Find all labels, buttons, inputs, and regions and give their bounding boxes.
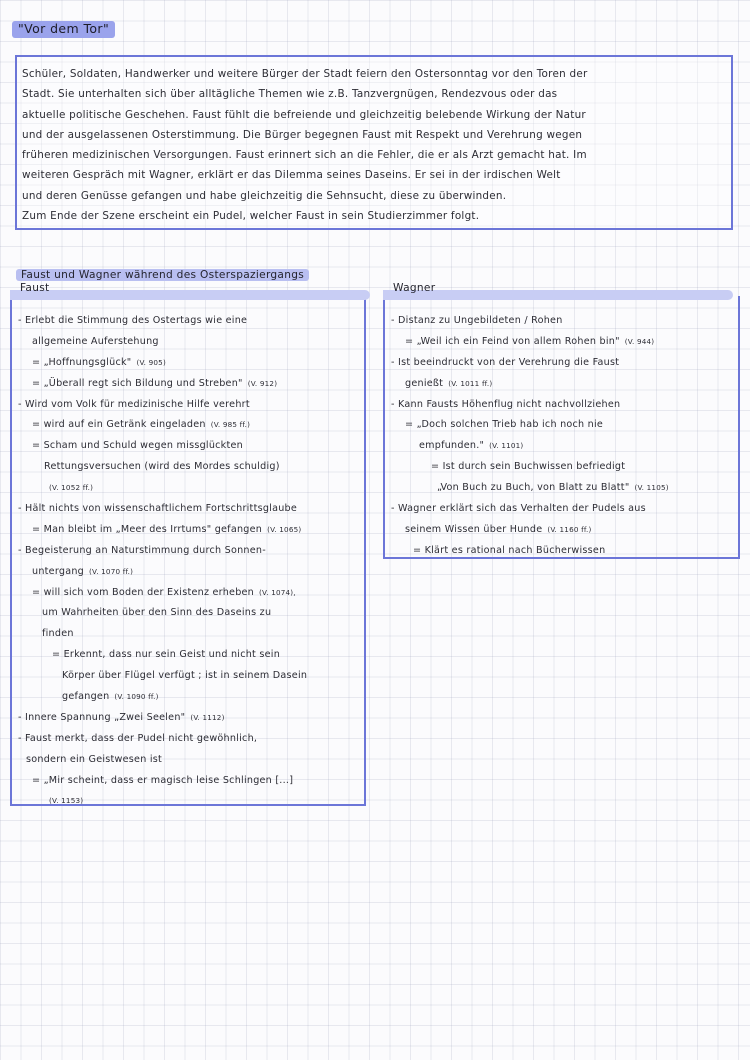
wagner-note-line-text: - Kann Fausts Höhenflug nicht nachvollziehen	[391, 398, 621, 410]
wagner-header-bar	[383, 290, 733, 300]
wagner-note-line-text: = „Weil ich ein Feind von allem Rohen bin"	[405, 335, 620, 347]
verse-reference: (V. 1101)	[489, 441, 524, 451]
faust-note-line	[18, 415, 312, 436]
verse-reference: (V. 1112)	[190, 712, 225, 722]
summary-line: früheren medizinischen Versorgungen. Faust erinnert sich an die Fehler, die er als Arzt gemacht hat. Im	[22, 149, 587, 162]
verse-reference: (V. 985 ff.)	[210, 420, 251, 430]
wagner-note-line	[391, 395, 669, 416]
faust-note-line-text: untergang	[32, 565, 84, 577]
wagner-note-line	[391, 520, 669, 541]
faust-note-line	[18, 687, 312, 708]
verse-reference: (V. 1160 ff.)	[547, 524, 592, 534]
wagner-note-line-text: - Ist beeindruckt von der Verehrung die Faust	[391, 356, 620, 368]
faust-note-line-text: = will sich vom Boden der Existenz erheben	[32, 586, 255, 598]
faust-note-line-text: allgemeine Auferstehung	[32, 335, 159, 347]
faust-note-line	[18, 729, 312, 750]
wagner-note-line-text: = „Doch solchen Trieb hab ich noch nie	[405, 419, 604, 431]
faust-note-line-text: - Erlebt die Stimmung des Ostertags wie eine	[18, 315, 248, 326]
wagner-note-line	[391, 332, 669, 353]
faust-note-line-text: finden	[42, 628, 74, 640]
wagner-note-line-text: - Distanz zu Ungebildeten / Rohen	[391, 315, 563, 326]
wagner-notes	[391, 311, 669, 562]
summary-line: Zum Ende der Szene erscheint ein Pudel, welcher Faust in sein Studierzimmer folgt.	[22, 210, 480, 223]
faust-note-line	[18, 311, 312, 332]
wagner-note-line	[391, 311, 669, 332]
faust-note-line-text: Rettungsversuchen (wird des Mordes schuldig)	[44, 461, 280, 473]
verse-reference: (V. 1065)	[267, 524, 302, 534]
verse-reference: (V. 1105)	[634, 483, 669, 493]
wagner-note-line-text: = Ist durch sein Buchwissen befriedigt	[431, 461, 626, 473]
verse-reference: (V. 912)	[247, 378, 278, 388]
faust-note-line	[18, 499, 312, 520]
faust-note-line-text: = „Hoffnungsglück"	[32, 356, 132, 368]
verse-reference: (V. 944)	[624, 336, 655, 346]
faust-header-bar	[10, 290, 370, 300]
wagner-note-line	[391, 374, 669, 395]
faust-note-line	[18, 624, 312, 645]
faust-note-line-text: = wird auf ein Getränk eingeladen	[32, 419, 206, 431]
summary-line: aktuelle politische Geschehen. Faust fühlt die befreiende und gleichzeitig belebende Wirkung der Natur	[22, 108, 586, 121]
faust-note-line-text: = Scham und Schuld wegen missglückten	[32, 440, 243, 452]
faust-notes	[18, 311, 312, 812]
wagner-note-line	[391, 415, 669, 436]
faust-note-line	[18, 436, 312, 457]
faust-note-line	[18, 457, 312, 478]
wagner-note-line	[391, 541, 669, 562]
faust-note-line-text: = Erkennt, dass nur sein Geist und nicht sein	[52, 649, 281, 661]
page-title: "Vor dem Tor"	[12, 21, 115, 38]
wagner-note-line-text: = Klärt es rational nach Bücherwissen	[413, 544, 606, 556]
wagner-note-line-text: genießt	[405, 377, 444, 389]
faust-note-line	[18, 583, 312, 604]
faust-note-line-text: um Wahrheiten über den Sinn des Daseins zu	[42, 607, 272, 619]
faust-note-line	[18, 541, 312, 562]
faust-note-line	[18, 708, 312, 729]
faust-note-line-text: = „Überall regt sich Bildung und Streben"	[32, 377, 243, 389]
summary-line: Schüler, Soldaten, Handwerker und weitere Bürger der Stadt feiern den Ostersonntag vor den Toren der	[22, 68, 588, 80]
verse-reference: (V. 1074),	[259, 587, 296, 597]
faust-note-line-text: - Begeisterung an Naturstimmung durch Sonnen-	[18, 544, 266, 556]
faust-note-line	[18, 666, 312, 687]
wagner-note-line	[391, 436, 669, 457]
summary-line: weiteren Gespräch mit Wagner, erklärt er das Dilemma seines Daseins. Er sei in der irdischen Welt	[22, 169, 561, 182]
faust-note-line	[18, 332, 312, 353]
wagner-note-line	[391, 499, 669, 520]
faust-note-line-text: - Innere Spannung „Zwei Seelen"	[18, 711, 186, 723]
verse-reference: (V. 1090 ff.)	[114, 692, 159, 702]
wagner-note-line-text: empfunden."	[419, 440, 485, 452]
faust-note-line	[18, 395, 312, 416]
faust-note-line	[18, 750, 312, 771]
faust-note-line-text: = „Mir scheint, dass er magisch leise Schlingen [...]	[32, 774, 294, 786]
faust-note-line	[18, 478, 312, 499]
wagner-heading: Wagner	[393, 282, 436, 294]
faust-note-line-text: gefangen	[62, 691, 110, 703]
faust-note-line-text: - Faust merkt, dass der Pudel nicht gewöhnlich,	[18, 732, 258, 744]
faust-note-line	[18, 562, 312, 583]
summary-line: und deren Genüsse gefangen und habe gleichzeitig die Sehnsucht, diese zu überwinden.	[22, 189, 507, 202]
faust-note-line	[18, 791, 312, 812]
faust-note-line	[18, 353, 312, 374]
faust-note-line-text: sondern ein Geistwesen ist	[26, 753, 163, 765]
wagner-note-line-text: seinem Wissen über Hunde	[405, 523, 543, 535]
verse-reference: (V. 1011 ff.)	[448, 378, 493, 388]
section-title: Faust und Wagner während des Osterspaziergangs	[16, 269, 309, 281]
faust-note-line-text: = Man bleibt im „Meer des Irrtums" gefangen	[32, 523, 263, 535]
faust-note-line	[18, 374, 312, 395]
faust-note-line-text: Körper über Flügel verfügt ; ist in seinem Dasein	[62, 670, 308, 682]
summary-text	[22, 64, 728, 226]
verse-reference: (V. 1153)	[49, 796, 84, 806]
faust-note-line-text: - Wird vom Volk für medizinische Hilfe verehrt	[18, 398, 250, 410]
summary-line: Stadt. Sie unterhalten sich über alltägliche Themen wie z.B. Tanzvergnügen, Rendezvous oder das	[22, 88, 558, 101]
wagner-note-line-text: - Wagner erklärt sich das Verhalten der Pudels aus	[391, 503, 646, 515]
wagner-note-line	[391, 353, 669, 374]
faust-note-line-text: - Hält nichts von wissenschaftlichem Fortschrittsglaube	[18, 503, 298, 515]
wagner-note-line	[391, 478, 669, 499]
verse-reference: (V. 1070 ff.)	[89, 566, 134, 576]
verse-reference: (V. 905)	[136, 357, 166, 367]
wagner-note-line-text: „Von Buch zu Buch, von Blatt zu Blatt"	[437, 482, 630, 494]
faust-note-line	[18, 771, 312, 792]
faust-note-line	[18, 645, 312, 666]
summary-line: und der ausgelassenen Osterstimmung. Die Bürger begegnen Faust mit Respekt und Verehrung wegen	[22, 128, 583, 141]
faust-heading: Faust	[20, 282, 50, 294]
verse-reference: (V. 1052 ff.)	[49, 483, 94, 493]
wagner-note-line	[391, 457, 669, 478]
faust-note-line	[18, 603, 312, 624]
faust-note-line	[18, 520, 312, 541]
